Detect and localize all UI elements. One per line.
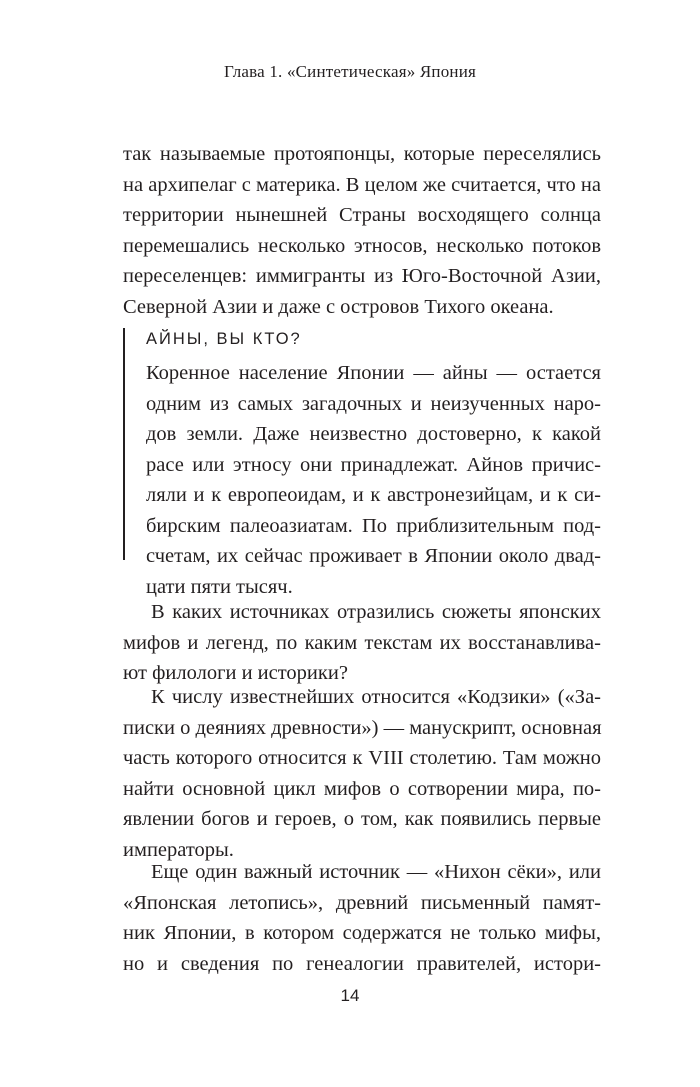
sidebar-line: расе или этносу они принадлежат. Айнов причис-: [146, 453, 601, 476]
sidebar-line: Коренное население Японии — айны — остается: [146, 362, 601, 384]
paragraph-3-line: явлении богов и героев, о том, как появились первые: [123, 808, 601, 830]
sidebar-rule: [123, 328, 125, 560]
page-number: 14: [340, 986, 360, 1005]
paragraph-1-line: так называемые протояпонцы, которые переселялись: [123, 143, 601, 165]
paragraph-2-line: В каких источниках отразились сюжеты японских: [151, 601, 601, 623]
sidebar-line: бирским палеоазиатам. По приблизительным под-: [146, 514, 601, 537]
paragraph-3-line: писки о деяниях древности») — манускрипт, основная: [123, 716, 602, 739]
paragraph-3-line: К числу известнейших относится «Кодзики» («За-: [151, 686, 601, 708]
paragraph-3-line: часть которого относится к VIII столетию. Там можно: [123, 747, 601, 769]
paragraph-4-line: Еще один важный источник — «Нихон сёки», или: [151, 861, 601, 883]
paragraph-3-line: императоры.: [123, 838, 234, 861]
paragraph-1-line: Северной Азии и даже с островов Тихого океана.: [123, 295, 554, 318]
sidebar-line: счетам, их сейчас проживает в Японии около двад-: [146, 545, 601, 567]
running-head: Глава 1. «Синтетическая» Япония: [223, 62, 477, 81]
paragraph-4-line: «Японская летопись», древний письменный памят-: [123, 891, 601, 914]
paragraph-3-line: найти основной цикл мифов о сотворении мира, по-: [123, 777, 601, 800]
sidebar-line: одним из самых загадочных и неизученных наро-: [146, 392, 601, 415]
sidebar-line: дов земли. Даже неизвестно достоверно, к какой: [146, 423, 601, 445]
paragraph-2-line: ют филологи и историки?: [123, 662, 348, 684]
paragraph-1-line: перемешались несколько этносов, несколько потоков: [123, 234, 601, 257]
sidebar-line: ляли и к европеоидам, и к австронезийцам, и к си-: [146, 484, 601, 506]
sidebar-line: цати пяти тысяч.: [146, 575, 293, 598]
paragraph-2-line: мифов и легенд, по каким текстам их восстанавлива-: [123, 631, 601, 654]
paragraph-1-line: территории нынешней Страны восходящего солнца: [123, 204, 601, 226]
paragraph-4-line: но и сведения по генеалогии правителей, истори-: [123, 952, 601, 975]
paragraph-1-line: переселенцев: иммигранты из Юго-Восточной Азии,: [123, 265, 601, 287]
paragraph-1-line: на архипелаг с материка. В целом же считается, что на: [123, 173, 601, 196]
sidebar-title: АЙНЫ, ВЫ КТО?: [146, 330, 302, 348]
paragraph-4-line: ник Японии, в котором содержатся не только мифы,: [123, 922, 601, 944]
